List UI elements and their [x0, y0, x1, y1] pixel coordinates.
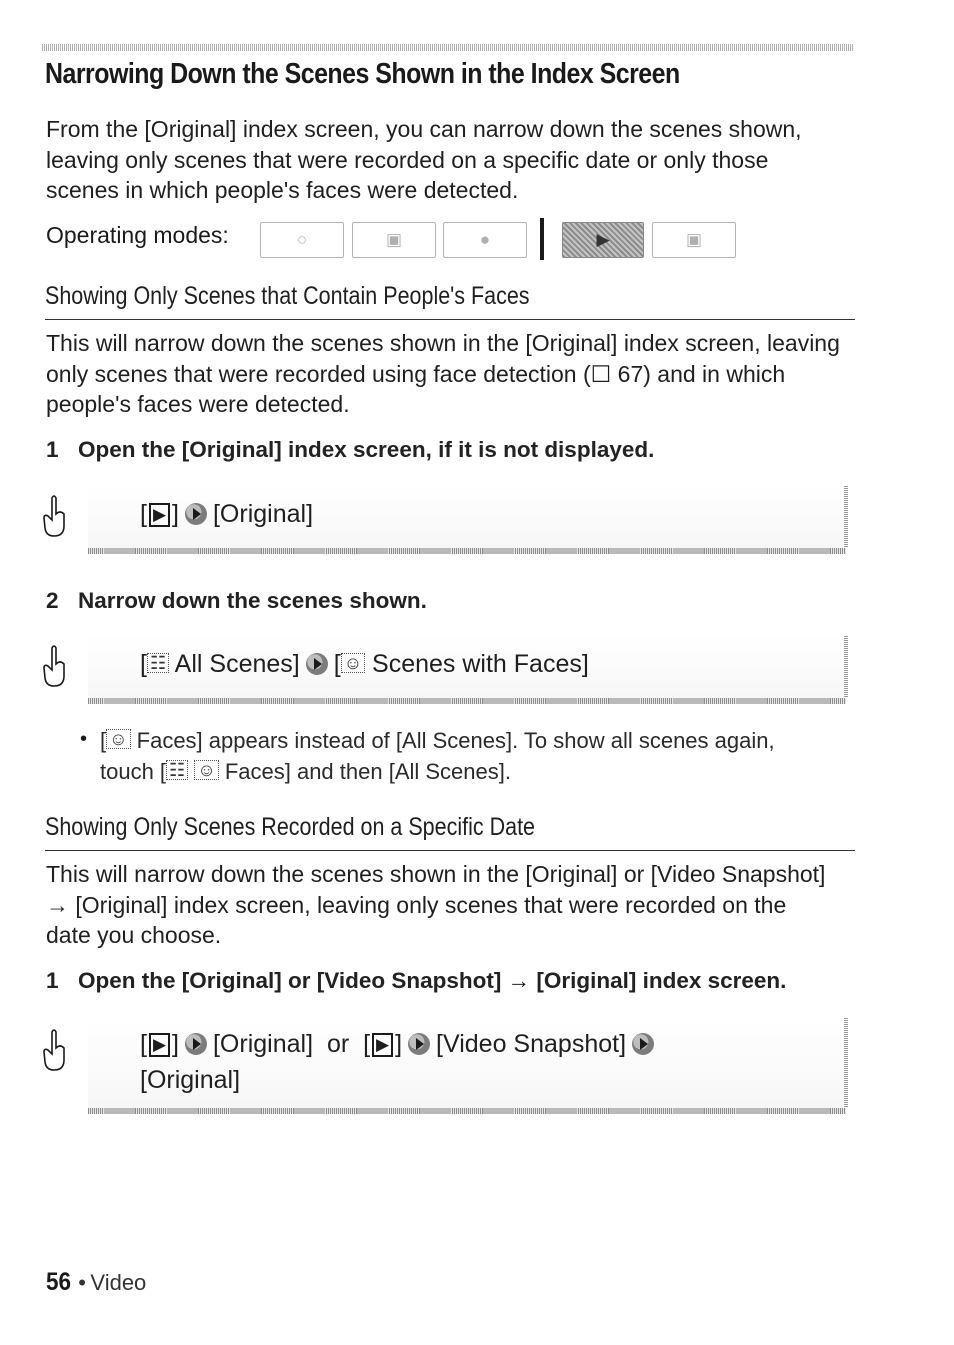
auto-mode-icon: ○: [260, 222, 344, 258]
footer-bullet: •: [78, 1270, 86, 1295]
top-dotted-rule: [42, 44, 854, 51]
index-play-icon: ▶: [149, 1033, 170, 1057]
face-icon: ☺: [106, 729, 130, 749]
intro-paragraph: From the [Original] index screen, you can narrow down the scenes shown, leaving only scenes that were recorded on a specific date or only those scenes in which people's faces were detected.: [46, 116, 802, 203]
operation-line-3b: [140, 1066, 240, 1095]
step-text: Open the [Original] or [Video Snapshot] → [Original] index screen.: [78, 968, 787, 993]
photo-playback-icon: ▣: [652, 222, 736, 258]
faces-step-2: [46, 588, 427, 614]
operation-line-1: [140, 500, 313, 529]
or-text: or: [326, 1030, 350, 1058]
note-line-2: touch [ ☷ ☺ Faces] and then [All Scenes].: [100, 759, 511, 784]
bullet: •: [80, 728, 88, 750]
operation-line-3a: [ ▶ ] [Original] or [ ▶ ] [Video Snapshot]: [140, 1030, 660, 1059]
footer-section: Video: [90, 1270, 147, 1295]
photo-mode-icon: ●: [443, 222, 527, 258]
operation-box-2: [88, 636, 846, 704]
mode-separator: [540, 218, 544, 260]
video-snapshot-option: [Video Snapshot]: [436, 1030, 627, 1058]
section-faces-heading: Showing Only Scenes that Contain People's Faces: [45, 282, 530, 310]
original-option: [Original]: [212, 1030, 314, 1058]
original-option-2: [Original]: [140, 1066, 241, 1094]
movie-mode-icon: ▣: [352, 222, 436, 258]
close-bracket: ]: [172, 500, 179, 528]
touch-hand-icon: [42, 494, 70, 538]
step-number: 1: [46, 968, 59, 993]
original-option: [Original]: [212, 500, 314, 528]
operation-line-2: [ ☷ All Scenes] [ ☺ Scenes with Faces]: [140, 650, 589, 678]
next-arrow-icon: [632, 1033, 654, 1055]
touch-hand-icon: [42, 1028, 70, 1072]
next-arrow-icon: [408, 1033, 430, 1055]
video-playback-icon: ▶: [562, 222, 644, 258]
faces-note: [100, 725, 860, 787]
step-text: Narrow down the scenes shown.: [78, 588, 427, 613]
section-date-body: This will narrow down the scenes shown in the [Original] or [Video Snapshot] → [Original] index screen, leaving only scenes that were recorded on the date you choose.: [46, 861, 826, 948]
section-faces-body: This will narrow down the scenes shown in the [Original] index screen, leaving only scenes that were recorded using face detection (☐ 67) and in which people's faces were detected.: [46, 330, 840, 417]
section-date-rule: [45, 850, 855, 851]
next-arrow-icon: [306, 653, 328, 675]
faces-step-1: [46, 437, 654, 463]
all-scenes-option: All Scenes]: [174, 650, 300, 678]
date-step-1: [46, 968, 786, 994]
operation-box-3: [88, 1018, 846, 1114]
all-scenes-icon: ☷: [147, 653, 169, 673]
touch-hand-icon: [42, 644, 70, 688]
section-date-heading: Showing Only Scenes Recorded on a Specific Date: [45, 813, 535, 841]
page-title: Narrowing Down the Scenes Shown in the Index Screen: [45, 58, 680, 90]
next-arrow-icon: [185, 503, 207, 525]
face-icon: ☺: [341, 653, 365, 673]
page-number: 56: [46, 1268, 72, 1296]
note-line-1: [ ☺ Faces] appears instead of [All Scenes]. To show all scenes again,: [100, 728, 775, 753]
index-play-icon: ▶: [149, 503, 170, 527]
page-footer: [46, 1268, 146, 1297]
section-faces-rule: [45, 319, 855, 320]
scenes-with-faces-option: Scenes with Faces]: [372, 650, 589, 678]
operating-modes-label: Operating modes:: [46, 222, 229, 248]
step-text: Open the [Original] index screen, if it is not displayed.: [78, 437, 655, 462]
step-number: 2: [46, 588, 59, 613]
open-bracket: [: [140, 500, 147, 528]
index-play-icon: ▶: [372, 1033, 393, 1057]
face-icon: ☺: [194, 760, 218, 780]
next-arrow-icon: [185, 1033, 207, 1055]
all-scenes-icon: ☷: [166, 760, 188, 780]
operation-box-1: [88, 486, 846, 554]
step-number: 1: [46, 437, 59, 462]
